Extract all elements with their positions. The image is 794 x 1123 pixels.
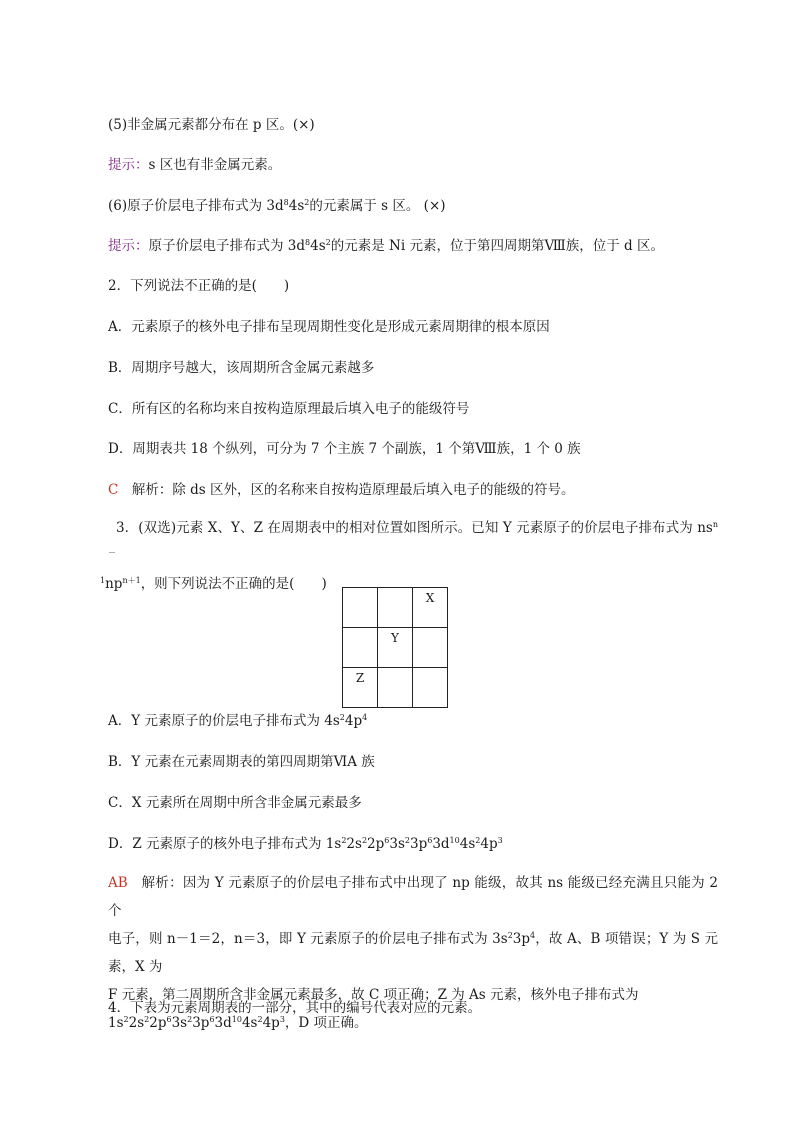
question-2-option-c: C．所有区的名称均来自按构造原理最后填入电子的能级符号 xyxy=(108,401,470,417)
question-3-option-b: B．Y 元素在元素周期表的第四周期第ⅥA 族 xyxy=(108,754,375,770)
question-4-stem: 4．下表为元素周期表的一部分，其中的编号代表对应的元素。 xyxy=(108,1000,482,1016)
question-2-option-b: B．周期序号越大，该周期所含金属元素越多 xyxy=(108,360,375,376)
question-3-stem: 3．(双选)元素 X、Y、Z 在周期表中的相对位置如图所示。已知 Y 元素原子的价层电子排布式为 $ns^{n-}$ $^1np^{n+1}$，则下列说法不正确的是( ) xyxy=(100,520,718,592)
question-2-stem: 2．下列说法不正确的是( ) xyxy=(108,278,290,294)
item-6: (6)原子价层电子排布式为 $3d^84s^2$的元素属于 s 区。 (×) xyxy=(108,198,446,214)
question-2-option-a: A．元素原子的核外电子排布呈现周期性变化是形成元素周期律的根本原因 xyxy=(108,319,550,335)
cell-y: Y xyxy=(378,628,413,668)
question-3-analysis: AB 解析：因为 Y 元素原子的价层电子排布式中出现了 np 能级，故其 ns 能级已经充满且只能为 2 个 电子，则 n－1＝2，n＝3，即 Y 元素原子的价层电子排布式为 $3s^23p^4$，故 A、B 项错误；Y 为 S 元素，X 为 F 元素，第二周期所含非金属元素最多，故 C 项正确；Z 为 As 元素，核外电子排布式为 $1s^22s^22p^63s^23p^63d^{10}4s^24p^3$，D 项正确。 xyxy=(108,875,718,1031)
item-6-hint: 提示：原子价层电子排布式为 $3d^84s^2$的元素是 Ni 元素，位于第四周期第Ⅷ族，位于 d 区。 xyxy=(108,238,664,254)
item-5: (5)非金属元素都分布在 p 区。(×) xyxy=(108,117,315,133)
question-3-option-d: D．Z 元素原子的核外电子排布式为 $1s^22s^22p^63s^23p^63d^{10}4s^24p^3$ xyxy=(108,836,503,852)
question-3-option-a: A．Y 元素原子的价层电子排布式为 $4s^24p^4$ xyxy=(108,713,368,729)
element-position-grid xyxy=(342,587,448,708)
question-2-analysis: C 解析：除 ds 区外，区的名称来自按构造原理最后填入电子的能级的符号。 xyxy=(108,482,575,498)
cell-z: Z xyxy=(343,668,378,708)
answer-letter: C xyxy=(108,482,119,498)
answer-letters: AB xyxy=(108,875,128,891)
item-5-hint: 提示：s 区也有非金属元素。 xyxy=(108,157,282,173)
cell-x: X xyxy=(413,588,448,628)
question-3-option-c: C．X 元素所在周期中所含非金属元素最多 xyxy=(108,795,362,811)
question-2-option-d: D．周期表共 18 个纵列，可分为 7 个主族 7 个副族，1 个第Ⅷ族，1 个 0 族 xyxy=(108,441,581,457)
